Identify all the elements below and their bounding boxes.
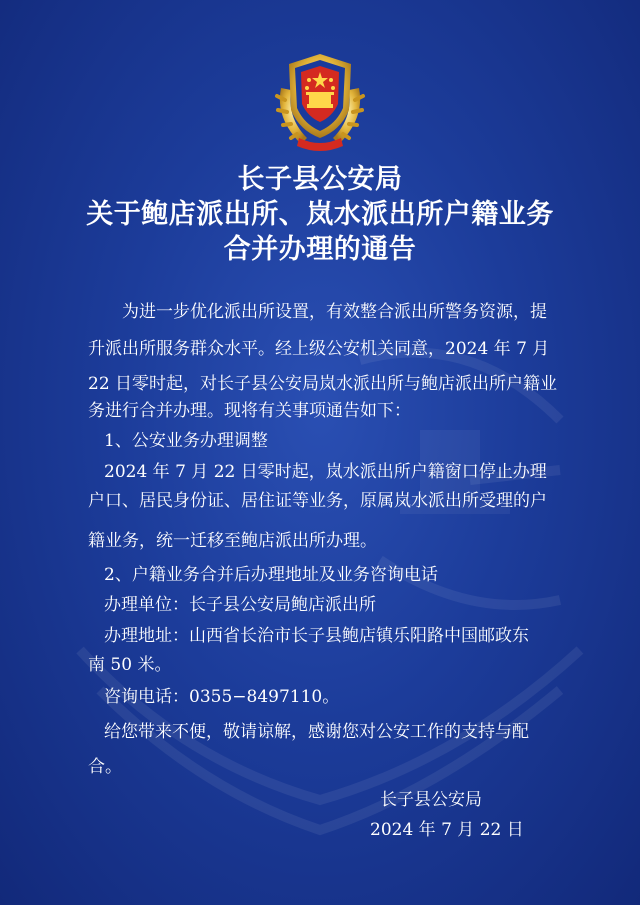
body-paragraph-2-line-1: 2024 年 7 月 22 日零时起，岚水派出所户籍窗口停止办理 [104,462,547,482]
section-heading-2: 2、户籍业务合并后办理地址及业务咨询电话 [104,565,438,585]
handling-address-line-1: 办理地址：山西省长治市长子县鲍店镇乐阳路中国邮政东 [104,626,529,646]
body-paragraph-2-line-3: 籍业务，统一迁移至鲍店派出所办理。 [88,531,377,551]
consult-phone: 咨询电话：0355−8497110。 [104,687,340,707]
body-paragraph-2-line-2: 户口、居民身份证、居住证等业务，原属岚水派出所受理的户 [88,491,547,511]
body-paragraph-1-line-4: 务进行合并办理。现将有关事项通告如下： [88,401,411,421]
section-heading-1: 1、公安业务办理调整 [104,431,268,451]
notice-title-line-1: 长子县公安局 [237,164,403,195]
body-paragraph-1-line-1: 为进一步优化派出所设置，有效整合派出所警务资源，提 [122,302,547,322]
signature-org: 长子县公安局 [380,790,482,810]
signature-date: 2024 年 7 月 22 日 [370,820,524,840]
body-paragraph-1-line-2: 升派出所服务群众水平。经上级公安机关同意，2024 年 7 月 [88,339,550,359]
notice-title-line-2: 关于鲍店派出所、岚水派出所户籍业务 [86,199,554,230]
notice-title-line-3: 合并办理的通告 [223,234,417,265]
handling-address-line-2: 南 50 米。 [88,655,172,675]
handling-unit: 办理单位：长子县公安局鲍店派出所 [104,595,376,615]
police-emblem-icon [271,48,369,154]
body-paragraph-1-line-3: 22 日零时起，对长子县公安局岚水派出所与鲍店派出所户籍业 [88,374,558,394]
closing-line-1: 给您带来不便，敬请谅解，感谢您对公安工作的支持与配 [104,722,529,742]
closing-line-2: 合。 [88,757,122,777]
